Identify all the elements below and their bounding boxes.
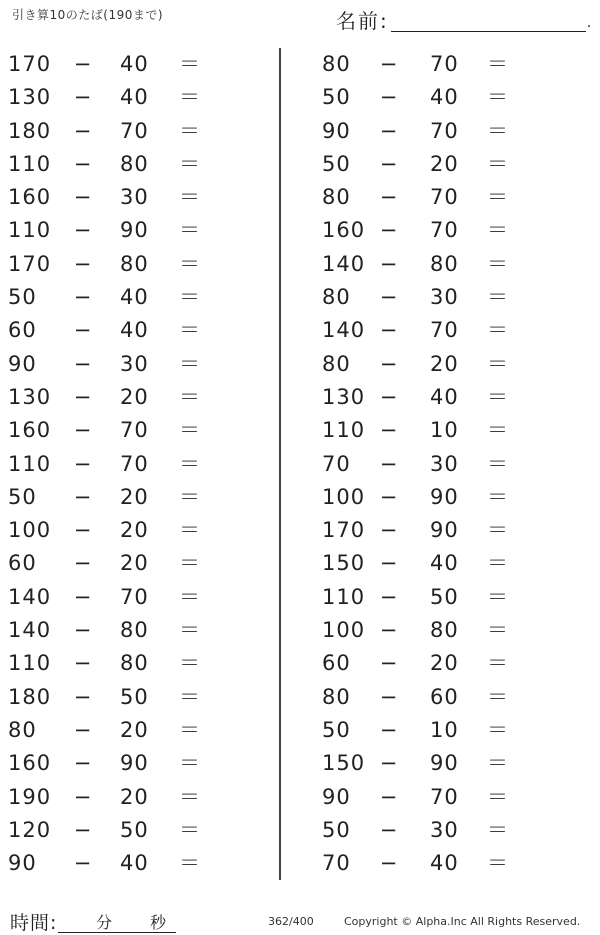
equals-sign: ＝ xyxy=(487,318,509,343)
equals-sign: ＝ xyxy=(487,451,509,476)
problem-row xyxy=(310,181,590,214)
subtrahend: 90 xyxy=(430,484,459,509)
subtrahend: 40 xyxy=(430,85,459,110)
equals-sign: ＝ xyxy=(179,384,201,409)
minus-sign: − xyxy=(73,218,93,243)
minuend: 180 xyxy=(8,118,52,143)
equals-sign: ＝ xyxy=(179,218,201,243)
subtrahend: 70 xyxy=(430,318,459,343)
equals-sign: ＝ xyxy=(179,484,201,509)
problem-row xyxy=(0,148,280,181)
minuend: 170 xyxy=(8,52,52,76)
minus-sign: − xyxy=(73,251,93,276)
minus-sign: − xyxy=(379,684,399,709)
minus-sign: − xyxy=(379,584,399,609)
minus-sign: − xyxy=(73,518,93,543)
subtrahend: 30 xyxy=(430,285,459,310)
equals-sign: ＝ xyxy=(487,651,509,676)
problem-row xyxy=(0,181,280,214)
equals-sign: ＝ xyxy=(179,851,201,876)
subtrahend: 70 xyxy=(430,52,459,76)
minus-sign: − xyxy=(73,451,93,476)
page-number: 362/400 xyxy=(268,915,314,928)
subtrahend: 90 xyxy=(120,751,149,776)
equals-sign: ＝ xyxy=(179,651,201,676)
equals-sign: ＝ xyxy=(179,784,201,809)
equals-sign: ＝ xyxy=(487,52,509,76)
equals-sign: ＝ xyxy=(179,285,201,310)
minuend: 80 xyxy=(322,684,351,709)
minus-sign: − xyxy=(379,651,399,676)
subtrahend: 70 xyxy=(430,118,459,143)
equals-sign: ＝ xyxy=(487,551,509,576)
name-blank-line[interactable] xyxy=(391,11,586,32)
subtrahend: 20 xyxy=(120,717,149,742)
minus-sign: − xyxy=(73,684,93,709)
equals-sign: ＝ xyxy=(487,118,509,143)
problem-row xyxy=(310,781,590,814)
subtrahend: 30 xyxy=(120,185,149,210)
minus-sign: − xyxy=(379,318,399,343)
problem-row xyxy=(0,781,280,814)
subtrahend: 90 xyxy=(430,751,459,776)
minuend: 140 xyxy=(8,618,52,643)
subtrahend: 20 xyxy=(120,384,149,409)
minuend: 170 xyxy=(8,251,52,276)
minuend: 110 xyxy=(8,151,52,176)
minuend: 180 xyxy=(8,684,52,709)
minuend: 170 xyxy=(322,518,366,543)
minuend: 110 xyxy=(8,451,52,476)
minus-sign: − xyxy=(379,717,399,742)
minuend: 140 xyxy=(322,318,366,343)
minus-sign: − xyxy=(73,551,93,576)
subtrahend: 20 xyxy=(120,484,149,509)
minus-sign: − xyxy=(379,751,399,776)
subtrahend: 70 xyxy=(120,584,149,609)
subtrahend: 20 xyxy=(120,784,149,809)
minuend: 100 xyxy=(322,618,366,643)
minuend: 130 xyxy=(322,384,366,409)
problem-row xyxy=(0,847,280,880)
right-problem-column xyxy=(310,48,590,880)
subtrahend: 20 xyxy=(430,651,459,676)
subtrahend: 20 xyxy=(430,351,459,376)
problem-row xyxy=(310,214,590,247)
equals-sign: ＝ xyxy=(487,684,509,709)
minus-sign: − xyxy=(379,118,399,143)
problem-row xyxy=(310,414,590,447)
problem-row xyxy=(310,647,590,680)
minuend: 190 xyxy=(8,784,52,809)
subtrahend: 70 xyxy=(430,185,459,210)
minuend: 130 xyxy=(8,384,52,409)
problem-row xyxy=(0,481,280,514)
minus-sign: − xyxy=(379,451,399,476)
subtrahend: 40 xyxy=(120,85,149,110)
subtrahend: 60 xyxy=(430,684,459,709)
minus-sign: − xyxy=(379,384,399,409)
problem-row xyxy=(310,448,590,481)
problem-row xyxy=(0,81,280,114)
equals-sign: ＝ xyxy=(487,384,509,409)
minus-sign: − xyxy=(73,151,93,176)
equals-sign: ＝ xyxy=(179,518,201,543)
subtrahend: 30 xyxy=(120,351,149,376)
name-field xyxy=(336,6,591,32)
problem-row xyxy=(310,547,590,580)
minus-sign: − xyxy=(73,52,93,76)
minus-sign: − xyxy=(379,351,399,376)
problem-row xyxy=(310,115,590,148)
equals-sign: ＝ xyxy=(179,52,201,76)
minus-sign: − xyxy=(73,584,93,609)
problem-row xyxy=(310,381,590,414)
equals-sign: ＝ xyxy=(179,151,201,176)
minuend: 100 xyxy=(8,518,52,543)
equals-sign: ＝ xyxy=(487,218,509,243)
equals-sign: ＝ xyxy=(487,151,509,176)
minuend: 50 xyxy=(322,817,351,842)
minuend: 150 xyxy=(322,751,366,776)
subtrahend: 80 xyxy=(120,651,149,676)
problem-row xyxy=(0,714,280,747)
minuend: 90 xyxy=(322,118,351,143)
problem-row xyxy=(0,514,280,547)
minus-sign: − xyxy=(73,351,93,376)
minuend: 70 xyxy=(322,851,351,876)
problem-row xyxy=(310,814,590,847)
subtrahend: 40 xyxy=(120,285,149,310)
minus-sign: − xyxy=(379,851,399,876)
problem-row xyxy=(0,115,280,148)
problem-row xyxy=(310,847,590,880)
subtrahend: 90 xyxy=(430,518,459,543)
equals-sign: ＝ xyxy=(179,118,201,143)
minuend: 160 xyxy=(8,185,52,210)
minuend: 160 xyxy=(322,218,366,243)
minus-sign: − xyxy=(73,717,93,742)
equals-sign: ＝ xyxy=(179,717,201,742)
seconds-label: 秒 xyxy=(150,913,167,932)
subtrahend: 30 xyxy=(430,451,459,476)
minuend: 110 xyxy=(322,584,366,609)
equals-sign: ＝ xyxy=(487,518,509,543)
minus-sign: − xyxy=(73,85,93,110)
minuend: 140 xyxy=(8,584,52,609)
equals-sign: ＝ xyxy=(487,584,509,609)
equals-sign: ＝ xyxy=(487,618,509,643)
minus-sign: − xyxy=(379,251,399,276)
subtrahend: 40 xyxy=(120,52,149,76)
minuend: 80 xyxy=(8,717,37,742)
equals-sign: ＝ xyxy=(179,551,201,576)
name-label: 名前: xyxy=(336,9,389,33)
minuend: 140 xyxy=(322,251,366,276)
subtrahend: 70 xyxy=(430,218,459,243)
problem-row xyxy=(0,248,280,281)
problem-row xyxy=(0,547,280,580)
problem-row xyxy=(310,714,590,747)
subtrahend: 70 xyxy=(430,784,459,809)
equals-sign: ＝ xyxy=(179,618,201,643)
subtrahend: 20 xyxy=(430,151,459,176)
minus-sign: − xyxy=(379,285,399,310)
minus-sign: − xyxy=(73,118,93,143)
minus-sign: − xyxy=(379,151,399,176)
minuend: 50 xyxy=(322,717,351,742)
equals-sign: ＝ xyxy=(487,351,509,376)
equals-sign: ＝ xyxy=(487,784,509,809)
subtrahend: 40 xyxy=(430,851,459,876)
subtrahend: 40 xyxy=(430,551,459,576)
problem-row xyxy=(0,314,280,347)
problem-row xyxy=(310,614,590,647)
minus-sign: − xyxy=(73,384,93,409)
problem-row xyxy=(0,647,280,680)
subtrahend: 30 xyxy=(430,817,459,842)
equals-sign: ＝ xyxy=(487,285,509,310)
equals-sign: ＝ xyxy=(487,185,509,210)
subtrahend: 80 xyxy=(430,251,459,276)
minus-sign: − xyxy=(379,218,399,243)
subtrahend: 70 xyxy=(120,418,149,443)
problem-row xyxy=(310,148,590,181)
problem-row xyxy=(0,414,280,447)
subtrahend: 90 xyxy=(120,218,149,243)
minus-sign: − xyxy=(379,618,399,643)
subtrahend: 10 xyxy=(430,717,459,742)
minuend: 100 xyxy=(322,484,366,509)
minuend: 80 xyxy=(322,285,351,310)
problem-row xyxy=(0,348,280,381)
minus-sign: − xyxy=(73,817,93,842)
subtrahend: 70 xyxy=(120,451,149,476)
subtrahend: 40 xyxy=(120,318,149,343)
equals-sign: ＝ xyxy=(179,418,201,443)
equals-sign: ＝ xyxy=(179,351,201,376)
problem-row xyxy=(0,814,280,847)
minuend: 90 xyxy=(8,851,37,876)
problem-row xyxy=(310,314,590,347)
equals-sign: ＝ xyxy=(179,451,201,476)
problem-row xyxy=(310,348,590,381)
minus-sign: − xyxy=(73,618,93,643)
minus-sign: − xyxy=(73,285,93,310)
minuend: 50 xyxy=(322,151,351,176)
minus-sign: − xyxy=(379,551,399,576)
equals-sign: ＝ xyxy=(179,684,201,709)
subtrahend: 50 xyxy=(120,817,149,842)
name-end-period: . xyxy=(586,15,592,31)
minuend: 90 xyxy=(322,784,351,809)
problem-row xyxy=(0,614,280,647)
subtrahend: 40 xyxy=(120,851,149,876)
problem-row xyxy=(0,281,280,314)
minus-sign: − xyxy=(73,851,93,876)
problem-row xyxy=(0,681,280,714)
equals-sign: ＝ xyxy=(487,418,509,443)
problem-row xyxy=(310,481,590,514)
problem-row xyxy=(310,248,590,281)
minuend: 110 xyxy=(322,418,366,443)
worksheet-footer xyxy=(0,906,600,934)
subtrahend: 80 xyxy=(120,151,149,176)
problem-row xyxy=(310,514,590,547)
problem-row xyxy=(0,581,280,614)
subtrahend: 50 xyxy=(430,584,459,609)
minuend: 160 xyxy=(8,418,52,443)
minuend: 60 xyxy=(8,551,37,576)
minuend: 110 xyxy=(8,651,52,676)
minuend: 70 xyxy=(322,451,351,476)
minutes-label: 分 xyxy=(96,913,113,932)
subtrahend: 70 xyxy=(120,118,149,143)
problem-row xyxy=(310,48,590,81)
minuend: 160 xyxy=(8,751,52,776)
left-problem-column xyxy=(0,48,280,880)
problem-row xyxy=(310,81,590,114)
equals-sign: ＝ xyxy=(179,318,201,343)
subtrahend: 10 xyxy=(430,418,459,443)
equals-sign: ＝ xyxy=(179,584,201,609)
minuend: 50 xyxy=(322,85,351,110)
subtrahend: 80 xyxy=(120,251,149,276)
problem-row xyxy=(0,214,280,247)
subtrahend: 20 xyxy=(120,551,149,576)
equals-sign: ＝ xyxy=(179,751,201,776)
equals-sign: ＝ xyxy=(179,185,201,210)
minuend: 90 xyxy=(8,351,37,376)
minus-sign: − xyxy=(379,817,399,842)
equals-sign: ＝ xyxy=(487,85,509,110)
equals-sign: ＝ xyxy=(487,251,509,276)
minus-sign: − xyxy=(379,784,399,809)
minuend: 50 xyxy=(8,285,37,310)
minus-sign: − xyxy=(73,751,93,776)
problem-row xyxy=(0,381,280,414)
minuend: 110 xyxy=(8,218,52,243)
problem-row xyxy=(310,747,590,780)
minus-sign: − xyxy=(379,185,399,210)
minuend: 80 xyxy=(322,185,351,210)
subtrahend: 80 xyxy=(430,618,459,643)
minus-sign: − xyxy=(73,185,93,210)
equals-sign: ＝ xyxy=(487,751,509,776)
minuend: 120 xyxy=(8,817,52,842)
minus-sign: − xyxy=(379,418,399,443)
minuend: 130 xyxy=(8,85,52,110)
minus-sign: − xyxy=(379,52,399,76)
minuend: 60 xyxy=(8,318,37,343)
minuend: 50 xyxy=(8,484,37,509)
problem-row xyxy=(0,448,280,481)
worksheet-title: 引き算10のたば(190まで) xyxy=(12,8,164,22)
subtrahend: 80 xyxy=(120,618,149,643)
equals-sign: ＝ xyxy=(179,85,201,110)
minus-sign: − xyxy=(73,484,93,509)
equals-sign: ＝ xyxy=(487,851,509,876)
equals-sign: ＝ xyxy=(487,817,509,842)
minus-sign: − xyxy=(73,418,93,443)
problem-row xyxy=(310,681,590,714)
subtrahend: 50 xyxy=(120,684,149,709)
minus-sign: − xyxy=(73,651,93,676)
problem-row xyxy=(0,747,280,780)
equals-sign: ＝ xyxy=(179,817,201,842)
minuend: 80 xyxy=(322,351,351,376)
column-divider xyxy=(279,48,281,880)
copyright-notice: Copyright © Alpha.Inc All Rights Reserved. xyxy=(344,915,581,928)
minus-sign: − xyxy=(379,85,399,110)
subtrahend: 40 xyxy=(430,384,459,409)
equals-sign: ＝ xyxy=(487,484,509,509)
minuend: 60 xyxy=(322,651,351,676)
minus-sign: − xyxy=(73,784,93,809)
problem-row xyxy=(310,281,590,314)
subtrahend: 20 xyxy=(120,518,149,543)
equals-sign: ＝ xyxy=(487,717,509,742)
minuend: 150 xyxy=(322,551,366,576)
minus-sign: − xyxy=(379,484,399,509)
minus-sign: − xyxy=(73,318,93,343)
time-label: 時間: xyxy=(10,912,58,934)
problem-row xyxy=(310,581,590,614)
minus-sign: − xyxy=(379,518,399,543)
problem-row xyxy=(0,48,280,81)
equals-sign: ＝ xyxy=(179,251,201,276)
minuend: 80 xyxy=(322,52,351,76)
